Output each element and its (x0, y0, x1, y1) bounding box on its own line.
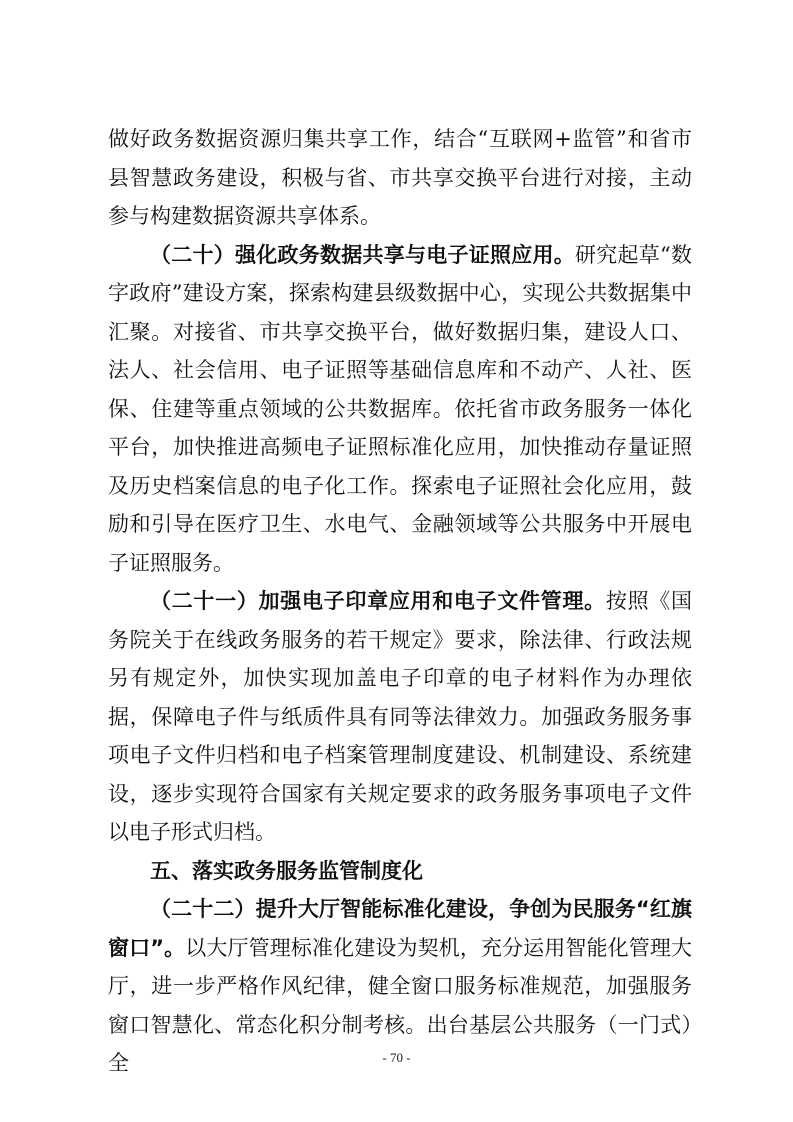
page-number: - 70 - (382, 1050, 411, 1065)
paragraph-text: 做好政务数据资源归集共享工作，结合“互联网+监管”和省市县智慧政务建设，积极与省、市共享交换平台进行对接，主动参与构建数据资源共享体系。 (108, 127, 692, 228)
paragraph-text: 按照《国务院关于在线政务服务的若干规定》要求，除法律、行政法规另有规定外，加快实现加盖电子印章的电子材料作为办理依据，保障电子件与纸质件具有同等法律效力。加强政务服务事项电子文件归档和电子档案管理制度建设、机制建设、系统建设，逐步实现符合国家有关规定要求的政务服务事项电子文件以电子形式归档。 (108, 589, 692, 844)
paragraph-text: 研究起草“数字政府”建设方案，探索构建县级数据中心，实现公共数据集中汇聚。对接省、市共享交换平台，做好数据归集，建设人口、法人、社会信用、电子证照等基础信息库和不动产、人社、医保、住建等重点领域的公共数据库。依托省市政务服务一体化平台，加快推进高频电子证照标准化应用，加快推动存量证照及历史档案信息的电子化工作。探索电子证照社会化应用，鼓励和引导在医疗卫生、水电气、金融领域等公共服务中开展电子证照服务。 (108, 242, 692, 575)
paragraph-item-20 (108, 236, 692, 583)
paragraph-text: 以大厅管理标准化建设为契机，充分运用智能化管理大厅，进一步严格作风纪律，健全窗口服务标准规范，加强服务窗口智慧化、常态化积分制考核。出台基层公共服务（一门式）全 (108, 935, 692, 1075)
section-heading: 五、落实政务服务监管制度化 (150, 858, 423, 883)
document-body (108, 120, 692, 1083)
paragraph-lead: （二十一）加强电子印章应用和电子文件管理。 (150, 589, 606, 613)
paragraph-continuation (108, 120, 692, 236)
paragraph-lead: （二十二）提升大厅智能标准化建设，争创为民服务“红旗窗口”。 (108, 897, 692, 960)
paragraph-lead: （二十）强化政务数据共享与电子证照应用。 (150, 242, 575, 267)
paragraph-item-21 (108, 582, 692, 852)
